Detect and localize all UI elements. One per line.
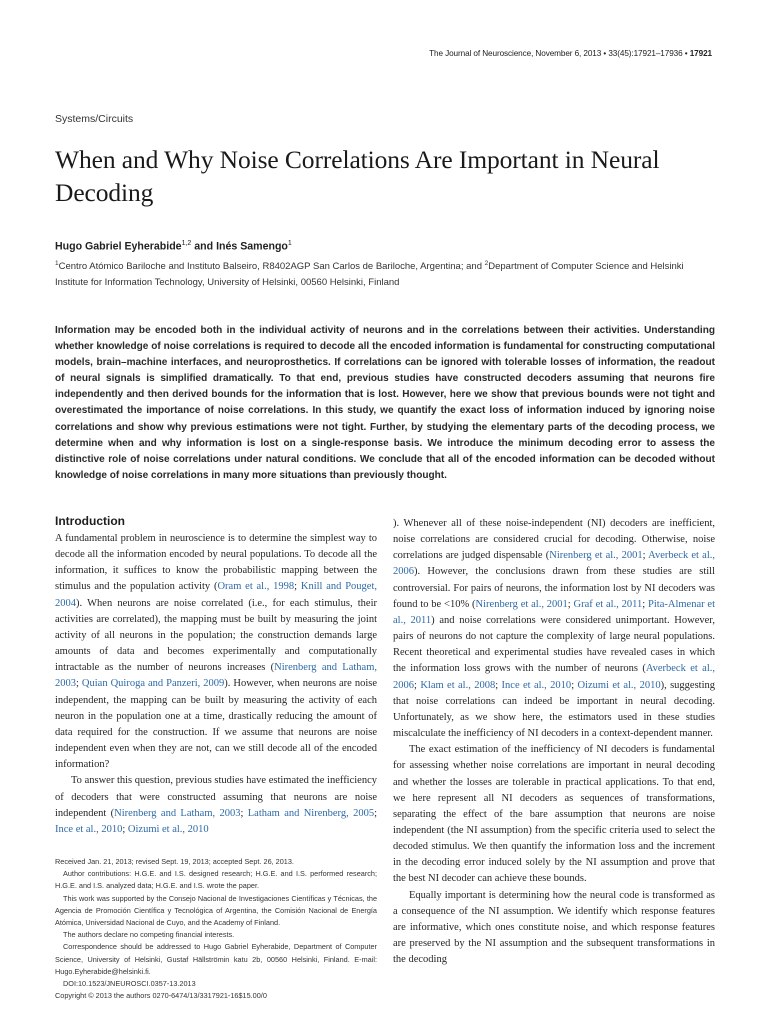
footnote-copyright: Copyright © 2013 the authors 0270-6474/13/3317921-16$15.00/0	[55, 991, 267, 1001]
citation-link[interactable]: Ince et al., 2010	[501, 679, 572, 691]
separator-dot: •	[684, 49, 690, 58]
article-title: When and Why Noise Correlations Are Important in Neural Decoding	[55, 145, 660, 207]
citation-link[interactable]: Ince et al., 2010	[55, 823, 123, 835]
footnotes	[55, 856, 377, 1002]
citation-link[interactable]: Oram et al., 1998	[217, 581, 295, 593]
text-run: ;	[642, 598, 649, 610]
abstract: Information may be encoded both in the individual activity of neurons and in the correlations between their activities. Understanding whether knowledge of noise correlations is required to decode all the encoded information is fundamental for constructing computational models, brain–machine interfaces, and neuroprosthetics. If correlations can be ignored with tolerable losses of information, the readout of neural signals is simplified dramatically. To that end, previous studies have constructed decoders assuming that neurons fire independently and then derived bounds for the information that is lost. However, here we show that previous bounds were not tight and overestimated the importance of noise correlations. In this study, we quantify the exact loss of information induced by ignoring noise correlations and show why previous estimations were not tight. Further, by studying the elementary parts of the decoding process, we determine when and why information is lost on a single-response basis. We introduce the minimum decoding error to assess the distinctive role of noise correlations under natural conditions. We conclude that all of the encoded information can be decoded without knowledge of noise correlations in many more situations than previously thought.	[55, 325, 715, 481]
citation-link[interactable]: Nirenberg and Latham, 2003	[55, 662, 378, 690]
text-run: ;	[294, 581, 301, 593]
affiliation-text: Department of Computer Science and Helsinki Institute for Information Technology, University of Helsinki, 00560 Helsinki, Finland	[55, 261, 684, 289]
citation-link[interactable]: Latham and Nirenberg, 2005	[247, 807, 375, 819]
citation-link[interactable]: Averbeck et al., 2006	[393, 550, 716, 578]
text-run: ). However, when neurons are noise independent, the mapping can be built by measuring the activity of each neuron in the population one at a time, drastically reducing the amount of data required for the construction. If we assume that neurons are noise independent even when they are not, can we still decode all of the encoded information?	[55, 678, 378, 771]
footnote-competing-interests: The authors declare no competing financial interests.	[63, 930, 235, 940]
citation-link[interactable]: Nirenberg et al., 2001	[475, 598, 568, 610]
affiliation-marker: 1	[287, 240, 292, 247]
running-head	[429, 49, 712, 58]
page-number: 17921	[689, 49, 712, 58]
journal-citation: The Journal of Neuroscience, November 6, 2013	[429, 49, 602, 58]
citation-link[interactable]: Pita-Almenar et al., 2011	[393, 598, 715, 626]
citation-link[interactable]: Knill and Pouget, 2004	[55, 581, 378, 609]
citation-link[interactable]: Oizumi et al., 2010	[577, 679, 661, 691]
text-run: A fundamental problem in neuroscience is to determine the simplest way to decode all the information encoded by neural populations. To decode all the information, it suffices to know the probabilistic mapping between the stimulus and the population activity (	[55, 533, 377, 593]
affiliation-text: Centro Atómico Bariloche and Instituto Balseiro, R8402AGP San Carlos de Bariloche, Argentina; and	[58, 261, 482, 273]
affiliations	[55, 256, 717, 291]
text-run: ;	[642, 550, 649, 562]
text-run: ) and noise correlations were considered unimportant. However, pairs of neurons do not capture the complexity of large neural populations. Recent theoretical and experimental studies have revealed cases in which the information loss grows with the number of neurons (	[393, 614, 715, 675]
footnote-contributions: Author contributions: H.G.E. and I.S. designed research; H.G.E. and I.S. performed research; H.G.E. and I.S. analyzed data; H.G.E. and I.S. wrote the paper.	[55, 869, 377, 891]
section-label: Systems/Circuits	[55, 113, 134, 125]
text-run: ;	[76, 678, 82, 690]
affiliation-marker: 2	[484, 260, 489, 267]
text-run: ;	[567, 598, 574, 610]
text-run: ). When neurons are noise correlated (i.e., for each stimulus, their activities are correlated), the mapping must be built by measuring the joint activity of all neurons in the population; the construction demands large amounts of data and becomes experimentally and computationally intractable as the number of neurons increases (	[55, 597, 377, 674]
text-run: To answer this question, previous studies have estimated the inefficiency of decoders that were constructed assuming that neurons are noise independent (	[55, 775, 377, 819]
citation-link[interactable]: Averbeck et al., 2006	[393, 663, 715, 691]
text-run: ). However, the conclusions drawn from these studies are still controversial. For pairs of neurons, the information lost by NI decoders was found to be <10% (	[393, 566, 715, 610]
author-conjunction: and	[194, 240, 214, 253]
author-name: Inés Samengo	[216, 240, 288, 253]
citation-link[interactable]: Nirenberg and Latham, 2003	[114, 807, 241, 819]
author-name: Hugo Gabriel Eyherabide	[55, 240, 182, 253]
footnote-funding: This work was supported by the Consejo Nacional de Investigaciones Científicas y Técnicas, the Agencia de Promoción Científica y Tecnológica of Argentina, the Comisión Nacional de Energía Atómica, Universidad Nacional de Cuyo, and the Academy of Finland.	[55, 893, 377, 928]
text-run: ;	[240, 807, 248, 819]
citation-link[interactable]: Klam et al., 2008	[420, 679, 496, 691]
affiliation-marker: 1	[55, 260, 59, 267]
citation-link[interactable]: Nirenberg et al., 2001	[549, 550, 643, 562]
separator-dot: •	[603, 49, 609, 58]
body-column-right	[393, 516, 715, 968]
author-list	[55, 240, 292, 253]
affiliation-marker: 1,2	[181, 240, 192, 247]
text-run: ;	[374, 807, 377, 819]
volume-issue: 33(45):17921–17936	[608, 49, 683, 58]
body-paragraph	[55, 531, 377, 773]
citation-link[interactable]: Oizumi et al., 2010	[127, 823, 209, 835]
text-run: ;	[571, 679, 578, 691]
footnote-correspondence: Correspondence should be addressed to Hugo Gabriel Eyherabide, Department of Computer Science, University of Helsinki, Gustaf Hällströmin katu 2b, 00560 Helsinki, Finland. E-mail: Hugo.Eyherabide@helsinki.fi.	[55, 942, 377, 976]
section-heading-introduction: Introduction	[55, 514, 125, 528]
text-run: ;	[495, 679, 502, 691]
body-paragraph: Equally important is determining how the neural code is transformed as a consequence of the NI assumption. We identify which response features are informative, which ones constitute noise, and which response features are preserved by the NI assumption and the subsequent transformations in the decoding	[393, 889, 715, 966]
citation-link[interactable]: Graf et al., 2011	[573, 598, 643, 610]
footnote-doi: DOI:10.1523/JNEUROSCI.0357-13.2013	[63, 979, 196, 989]
body-column-left	[55, 513, 377, 838]
body-paragraph	[55, 773, 377, 838]
body-paragraph	[393, 516, 715, 742]
body-paragraph: The exact estimation of the inefficiency of NI decoders is fundamental for assessing whether noise correlations are important in neural decoding and whether the losses are tolerable in practical applications. To that end, we here represent all NI decoders as sequences of transformations, separating the effect of the bare assumption that neurons are noise independent (the NI assumption) from the specific criteria used to select the decoded stimulus. We then quantify the information loss and the increment in the decoding error induced solely by the NI assumption and prove that the best NI decoder can achieve these bounds.	[393, 744, 715, 885]
text-run: ;	[122, 823, 128, 835]
text-run: ), suggesting that noise correlations can indeed be important in neural decoding. Unfortunately, as we show here, the estimators used in these studies miscalculate the inefficiency of NI decoders in a context-dependent manner.	[393, 679, 716, 740]
citation-link[interactable]: Quian Quiroga and Panzeri, 2009	[81, 678, 225, 690]
text-run: ). Whenever all of these noise-independent (NI) decoders are inefficient, noise correlations are considered crucial for decoding. Otherwise, noise correlations are judged dispensable (	[393, 518, 715, 562]
text-run: ;	[414, 679, 421, 691]
footnote-received: Received Jan. 21, 2013; revised Sept. 19, 2013; accepted Sept. 26, 2013.	[55, 857, 294, 866]
